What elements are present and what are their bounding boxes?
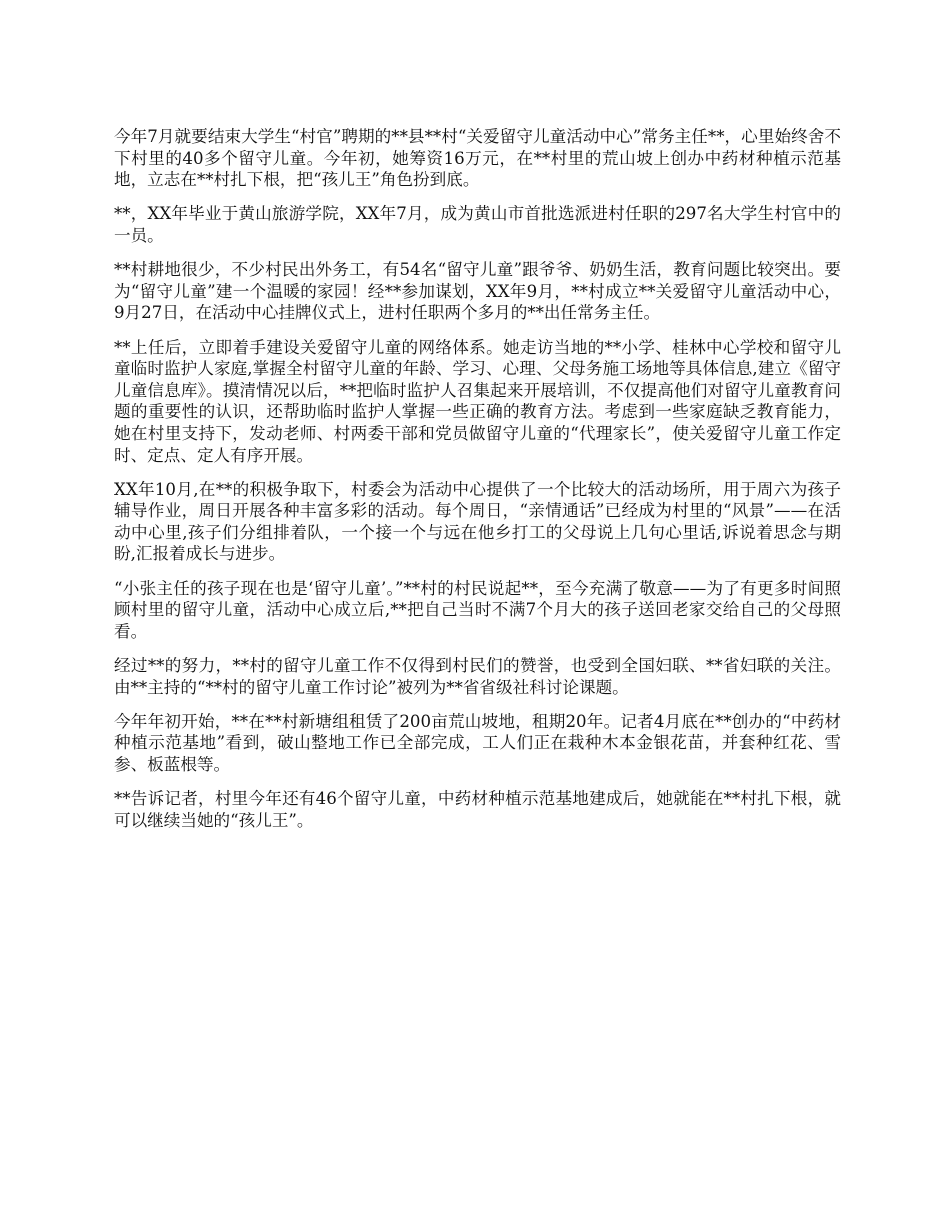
paragraph: **村耕地很少，不少村民出外务工，有54名“留守儿童”跟爷爷、奶奶生活，教育问题比较突出。要为“留守儿童”建一个温暖的家园！经**参加谋划，XX年9月，**村成立**关爱留守儿童活动中心， 9月27日，在活动中心挂牌仪式上，进村任职两个多月的**出任常务主任。 <box>114 260 841 323</box>
paragraph: **，XX年毕业于黄山旅游学院，XX年7月，成为黄山市首批选派进村任职的297名大学生村官中的一员。 <box>114 204 841 245</box>
paragraph: “小张主任的孩子现在也是‘留守儿童’。”**村的村民说起**，至今充满了敬意——为了有更多时间照顾村里的留守儿童，活动中心成立后,**把自己当时不满7个月大的孩子送回老家交给自己的父母照看。 <box>114 578 841 641</box>
document-body <box>114 126 841 844</box>
paragraph: **告诉记者，村里今年还有46个留守儿童，中药材种植示范基地建成后，她就能在**村扎下根，就可以继续当她的“孩儿王”。 <box>114 789 841 830</box>
paragraph: 今年7月就要结束大学生“村官”聘期的**县**村“关爱留守儿童活动中心”常务主任**，心里始终舍不下村里的40多个留守儿童。今年初，她筹资16万元，在**村里的荒山坡上创办中药材种植示范基地，立志在**村扎下根，把“孩儿王”角色扮到底。 <box>114 127 841 190</box>
paragraph: XX年10月,在**的积极争取下，村委会为活动中心提供了一个比较大的活动场所，用于周六为孩子辅导作业，周日开展各种丰富多彩的活动。每个周日，“亲情通话”已经成为村里的“风景”——在活动中心里,孩子们分组排着队，一个接一个与远在他乡打工的父母说上几句心里话,诉说着思念与期盼,汇报着成长与进步。 <box>114 479 841 564</box>
paragraph: 今年年初开始，**在**村新塘组租赁了200亩荒山坡地，租期20年。记者4月底在**创办的“中药材种植示范基地”看到，破山整地工作已全部完成，工人们正在栽种木本金银花苗，并套种红花、雪参、板蓝根等。 <box>114 711 841 774</box>
paragraph: 经过**的努力，**村的留守儿童工作不仅得到村民们的赞誉，也受到全国妇联、**省妇联的关注。由**主持的“**村的留守儿童工作讨论”被列为**省省级社科讨论课题。 <box>114 656 841 697</box>
paragraph: **上任后，立即着手建设关爱留守儿童的网络体系。她走访当地的**小学、桂林中心学校和留守儿童临时监护人家庭,掌握全村留守儿童的年龄、学习、心理、父母务施工场地等具体信息,建立《留守儿童信息库》。摸清情况以后，**把临时监护人召集起来开展培训，不仅提高他们对留守儿童教育问题的重要性的认识，还帮助临时监护人掌握一些正确的教育方法。考虑到一些家庭缺乏教育能力，她在村里支持下，发动老师、村两委干部和党员做留守儿童的“代理家长”，使关爱留守儿童工作定时、定点、定人有序开展。 <box>114 337 841 465</box>
